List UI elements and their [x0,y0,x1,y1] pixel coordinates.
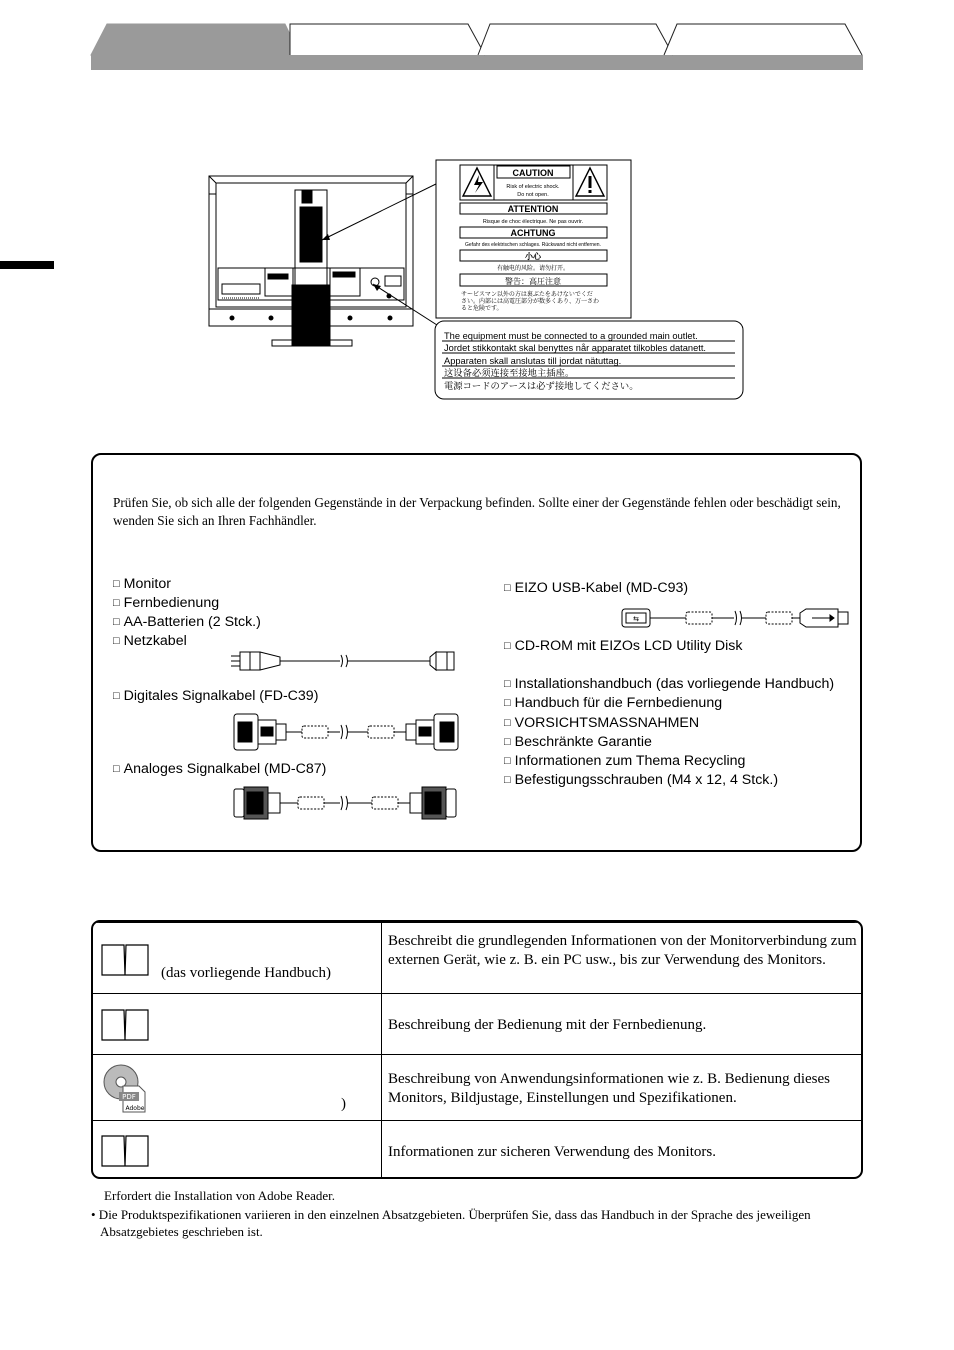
book-icon [101,1006,149,1042]
ground-text-no: Jordet stikkontakt skal benyttes når apparatet tilkobles datanett. [444,343,707,353]
item-remote-manual: □ Handbuch für die Fernbedienung [504,695,723,711]
monitor-rear-illustration [209,176,413,346]
book-icon [101,941,149,977]
pointer-ground [373,284,437,325]
manual-desc-setup: Beschreibt die grundlegenden Informationen von der Monitorverbindung zum externen Gerät, wie z. B. ein PC usw., bis zur Verwendung des Monitors. [388,933,857,968]
package-intro: Prüfen Sie, ob sich alle der folgenden Gegenstände in der Verpackung befinden. Sollte einer der Gegenstände fehlen oder beschädigt sein, wenden Sie sich an Ihren Fachhändler. [113,495,841,528]
manual-name-setup: (das vorliegende Handbuch) [161,965,331,981]
item-analog-cable: □ Analoges Signalkabel (MD-C87) [113,761,327,777]
tab-bar-strip [91,55,863,70]
svg-text:PDF: PDF [122,1093,136,1101]
item-recycling: □ Informationen zum Thema Recycling [504,753,746,769]
japanese-text-1: サービスマン以外の方は裏ぶたをあけないでくだ [461,292,593,298]
item-remote: □ Fernbedienung [113,595,220,611]
book-icon [101,1132,149,1168]
usb-cable-illustration [620,605,852,631]
svg-text:Adobe: Adobe [125,1105,145,1112]
footnote-adobe: Erfordert die Installation von Adobe Reader. [104,1188,336,1203]
chinese-title: 小心 [525,252,541,261]
manual-desc-user: Beschreibung von Anwendungsinformationen wie z. B. Bedienung dieses Monitors, Bildjustage, Einstellungen und Spezifikationen. [388,1071,831,1106]
japanese-text-3: ると危険です。 [461,306,503,312]
item-cd-rom: □ CD-ROM mit EIZOs LCD Utility Disk [504,638,743,654]
item-batteries: □ AA-Batterien (2 Stck.) [113,614,261,630]
ground-text-sv: Apparaten skall anslutas till jordat nätuttag. [444,356,622,366]
ground-text-en: The equipment must be connected to a grounded main outlet. [444,331,698,341]
item-warranty: □ Beschränkte Garantie [504,734,652,750]
achtung-title: ACHTUNG [510,228,556,238]
item-usb-cable: □ EIZO USB-Kabel (MD-C93) [504,580,689,596]
manual-name-user: ) [341,1096,346,1112]
ground-text-zh: 这设备必须连接至接地主插座。 [444,368,575,378]
tab-active[interactable] [91,24,300,55]
item-precautions: □ VORSICHTSMASSNAHMEN [504,715,700,731]
achtung-text: Gefahr des elektrischen schlages. Rückwand nicht entfernen. [465,242,601,248]
manual-row-precautions [93,1120,861,1177]
item-screws: □ Befestigungsschrauben (M4 x 12, 4 Stck.) [504,772,779,788]
tab-3[interactable] [478,24,673,55]
svg-text:⇆: ⇆ [633,615,639,623]
pointer-caution [322,182,440,240]
caution-label [436,160,631,318]
ground-text-ja: 電源コードのアースは必ず接地してください。 [444,381,639,391]
warning-labels-diagram [0,155,954,405]
analog-cable-illustration [232,785,460,821]
manual-row-remote [93,993,861,1054]
caution-title: CAUTION [512,168,554,178]
chinese-text: 有触电的风险。请勿打开。 [496,266,570,272]
tab-4[interactable] [664,24,862,55]
section-tab-bar [0,0,954,75]
japanese-text-2: さい。内部には高電圧部分が数多くあり、万一さわ [461,299,600,305]
digital-cable-illustration [232,712,460,754]
item-digital-cable: □ Digitales Signalkabel (FD-C39) [113,688,319,704]
attention-text: Risque de choc électrique. Ne pas ouvrir. [482,219,584,225]
footnote-specs: • Die Produktspezifikationen variieren in den einzelnen Absatzgebieten. Überprüfen Sie, dass das Handbuch in der Sprache des jeweiligen Absatzgebietes geschrieben ist. [91,1207,811,1239]
manual-desc-precautions: Informationen zur sicheren Verwendung des Monitors. [388,1144,716,1160]
caution-text-2: Do not open. [517,192,549,198]
cd-pdf-icon [101,1062,151,1114]
caution-text-1: Risk of electric shock. [506,184,560,190]
manual-row-setup [93,922,861,993]
power-cord-illustration [228,645,460,675]
manual-desc-remote: Beschreibung der Bedienung mit der Fernbedienung. [388,1017,707,1033]
tab-2[interactable] [290,24,485,55]
manual-row-user [93,1054,861,1120]
item-setup-guide: □ Installationshandbuch (das vorliegende Handbuch) [504,676,835,692]
ground-label [435,321,743,399]
japanese-title: 警告：高圧注意 [505,277,561,286]
manuals-table [91,920,863,1179]
item-monitor: □ Monitor [113,576,171,592]
item-power-cord: □ Netzkabel [113,633,187,649]
attention-title: ATTENTION [507,204,559,214]
